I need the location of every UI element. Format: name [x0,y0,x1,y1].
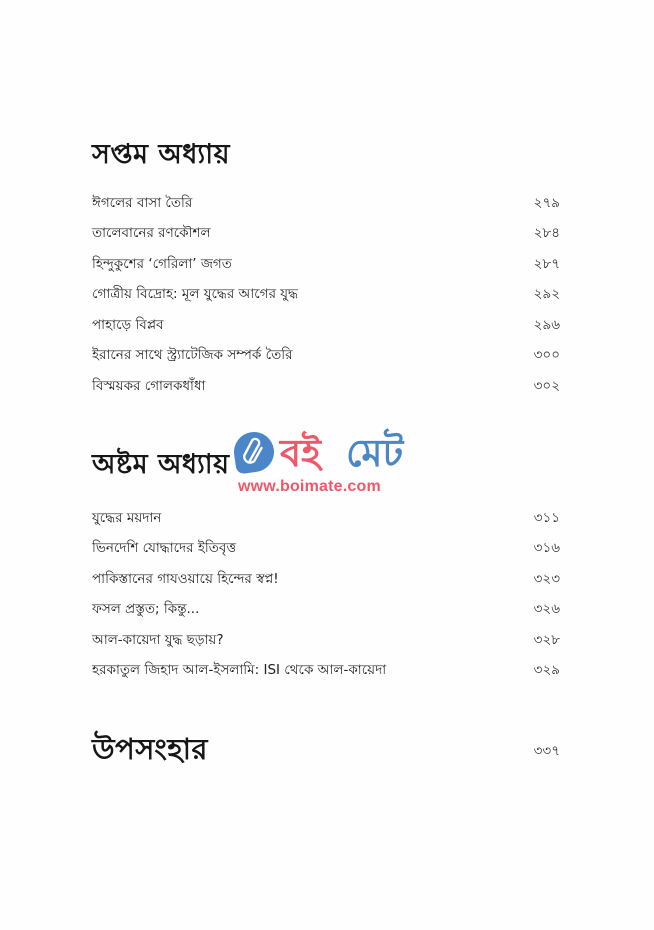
toc-entry-label: বিস্ময়কর গোলকধাঁধা [92,377,206,394]
toc-entry-page: ২৯২ [533,286,560,303]
toc-entry-label: গোত্রীয় বিদ্রোহ: মূল যুদ্ধের আগের যুদ্ধ [92,286,298,303]
toc-entry-page: ২৭৯ [533,194,560,211]
toc-entry-label: পাহাড়ে বিপ্লব [92,316,164,333]
toc-entry-label: হিন্দুকুশের ‘গেরিলা’ জগত [92,255,232,272]
toc-entry [92,310,560,341]
toc-entry-label: যুদ্ধের ময়দান [92,509,162,526]
toc-entry-label: ইরানের সাথে স্ট্র্যাটেজিক সম্পর্ক তৈরি [92,347,293,364]
toc-entry [92,219,560,250]
chapter-title-8: অষ্টম অধ্যায় [92,449,230,480]
conclusion-entry [92,727,560,776]
watermark-brand-part1: বই [280,431,321,475]
conclusion-page: ৩৩৭ [533,743,560,759]
toc-entry-page: ৩২৬ [533,601,560,618]
boimate-watermark [234,430,419,502]
toc-entry-label: আল-কায়েদা যুদ্ধ ছড়ায়? [92,631,224,648]
toc-entry-label: ঈগলের বাসা তৈরি [92,194,193,211]
toc-list-chapter-8 [92,503,560,686]
toc-list-chapter-7 [92,188,560,402]
toc-entry-label: তালেবানের রণকৌশল [92,225,211,242]
toc-entry [92,534,560,565]
toc-entry-label: ফসল প্রস্তুত; কিন্তু... [92,601,200,618]
toc-entry [92,564,560,595]
toc-entry-page: ২৯৬ [533,316,560,333]
toc-entry [92,595,560,626]
toc-entry-label: ভিনদেশি যোদ্ধাদের ইতিবৃত্ত [92,540,237,557]
toc-entry-page: ৩১১ [533,509,560,526]
toc-entry-label: হরকাতুল জিহাদ আল-ইসলামি: ISI থেকে আল-কায়েদা [92,662,387,679]
toc-entry-page: ৩০০ [533,347,560,364]
toc-entry-page: ৩১৬ [533,540,560,557]
toc-entry [92,503,560,534]
toc-entry [92,371,560,402]
toc-entry [92,656,560,687]
toc-entry [92,341,560,372]
toc-entry-page: ৩২৮ [533,631,560,648]
toc-entry-label: পাকিস্তানের গাযওয়ায়ে হিন্দের স্বপ্ন! [92,570,279,587]
toc-entry [92,280,560,311]
conclusion-title: উপসংহার [92,732,209,766]
chapter-title-7: সপ্তম অধ্যায় [92,139,230,170]
toc-entry-page: ৩২৯ [533,662,560,679]
paperclip-icon [231,429,276,474]
toc-entry-page: ২৮৪ [533,225,560,242]
toc-entry [92,188,560,219]
toc-entry [92,625,560,656]
toc-entry [92,249,560,280]
watermark-brand-part2: মেট [346,431,404,475]
toc-entry-page: ৩০২ [533,377,560,394]
toc-entry-page: ২৮৭ [533,255,560,272]
watermark-url: www.boimate.com [238,478,381,495]
toc-entry-page: ৩২৩ [533,570,560,587]
